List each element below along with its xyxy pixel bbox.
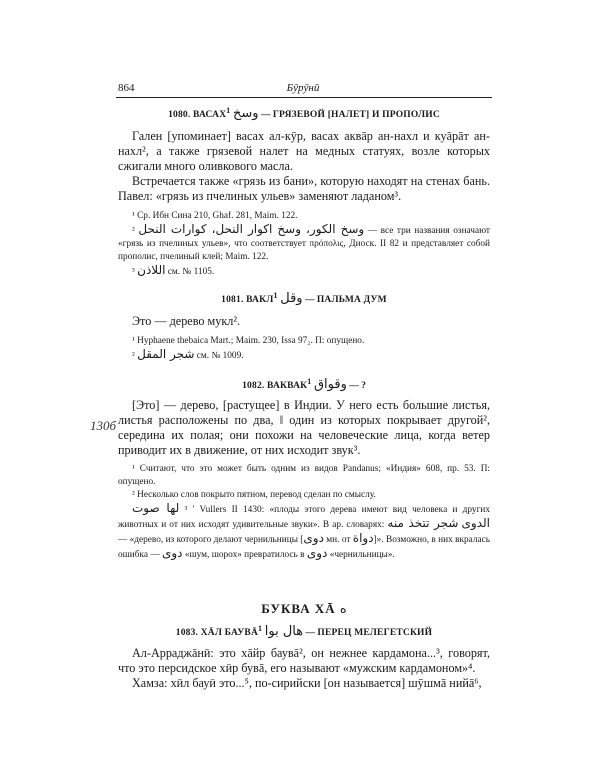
entry-1082-footnote2: ² Несколько слов покрыто пятном, перевод сделан по смыслу.: [132, 490, 376, 501]
entry-1080-footnote3: ³ اللاذن см. № 1105.: [132, 263, 215, 278]
entry-1082-para: [Это] — дерево, [растущее] в Индии. У него есть большие листья, листья расположены по два, ‖ один из которых покрывает другой², середина их полая; они похожи на человеческие лица, когда ветер приводит их в движение, от них исходит звук³.: [118, 398, 490, 458]
entry-1082-footnote3: لها صوت ³ ' Vullers II 1430: «плоды этого дерева имеют вид человека и других животных и от них исходят удивительные звуки». В ар. словарях: شجر تتخذ منه الدوى — «дерево, из которого делают чернильницы [دوى мн. от دواة]». Возможно, в них вкралась ошибка — دوى «шум, шорох» превратилось в دوى «чернильницы».: [118, 501, 491, 561]
entry-1080-footnote1: ¹ Ср. Ибн Сина 210, Ghaf. 281, Maim. 122.: [132, 211, 298, 222]
running-title: Бӯрӯнӣ: [286, 82, 320, 94]
entry-1080-title: 1080. ВАСАХ$^1$ وسخ — ГРЯЗЕВОЙ [НАЛЕТ] И ПРОПОЛИС: [168, 106, 440, 122]
entry-1080: [118, 106, 490, 279]
entry-1080-arabic: وسخ: [233, 106, 259, 122]
entry-1082-footnote1: ¹ Считают, что это может быть одним из видов Pandanus; «Индия» 608, пр. 53. П: опущено.: [118, 464, 490, 488]
entry-1082-title: 1082. ВАКВАК$^1$ وقواق — ?: [242, 377, 366, 393]
entry-1081-title: 1081. ВАКЛ$^1$ وقل — ПАЛЬМА ДУМ: [221, 291, 387, 307]
page-number: 864: [118, 82, 135, 94]
entry-1083: [118, 624, 490, 691]
entry-1082: [118, 377, 490, 562]
entry-1081-footnote1: ¹ Hyphaene thebaica Mart.; Maim. 230, Issa 97₂. П: опущено.: [132, 336, 365, 347]
entry-1080-footnote2: ² وسخ الكور، وسخ اكوار النحل، كوارات النحل — все три названия означают «грязь из пчелиных ульев», что соответствует πρόπολις, Диоск. II 82 и представляет собой прополис, пчелиный клей; Maim. 122.: [118, 222, 490, 263]
margin-folio-note: 130б: [90, 418, 117, 433]
letter-heading: БУКВА ХĀ ه: [261, 601, 347, 617]
entry-1082-arabic: وقواق: [313, 377, 347, 393]
entry-1081-arabic: وقل: [280, 291, 303, 307]
entry-1081-para: Это — дерево мукл².: [132, 314, 241, 329]
entry-1083-para2: Хамза: хӣл бауӣ это...⁵, по-сирийски [он называется] шӯшмā нийā⁶,: [132, 676, 482, 691]
entry-1083-arabic: هال بوا: [264, 624, 304, 640]
header-rule: [116, 97, 492, 98]
entry-1083-title: 1083. ХĀЛ БАУВĀ$^1$ هال بوا — ПЕРЕЦ МЕЛЕГЕТСКИЙ: [175, 624, 433, 640]
entry-1080-para1: Гален [упоминает] васах ал-кӯр, васах аквāр ан-нахл и куāрāт ан-нахл², а также грязевой налет на медных статуях, возле которых сжигали много оливкового масла.: [118, 129, 490, 174]
entry-1081-footnote2: ² شجر المقل см. № 1009.: [132, 347, 244, 362]
entry-1081: [118, 291, 490, 363]
entry-1080-para2: Встречается также «грязь из бани», которую находят на стенах бань. Павел: «грязь из пчелиных ульев» заменяют ладаном³.: [118, 174, 490, 204]
entry-1083-para1: Ал-Арраджāнӣ: это хāйр баувā², он нежнее кардамона...³, говорят, что это персидское хӣр бувā, его называют «мужским кардамоном»⁴.: [118, 646, 490, 676]
